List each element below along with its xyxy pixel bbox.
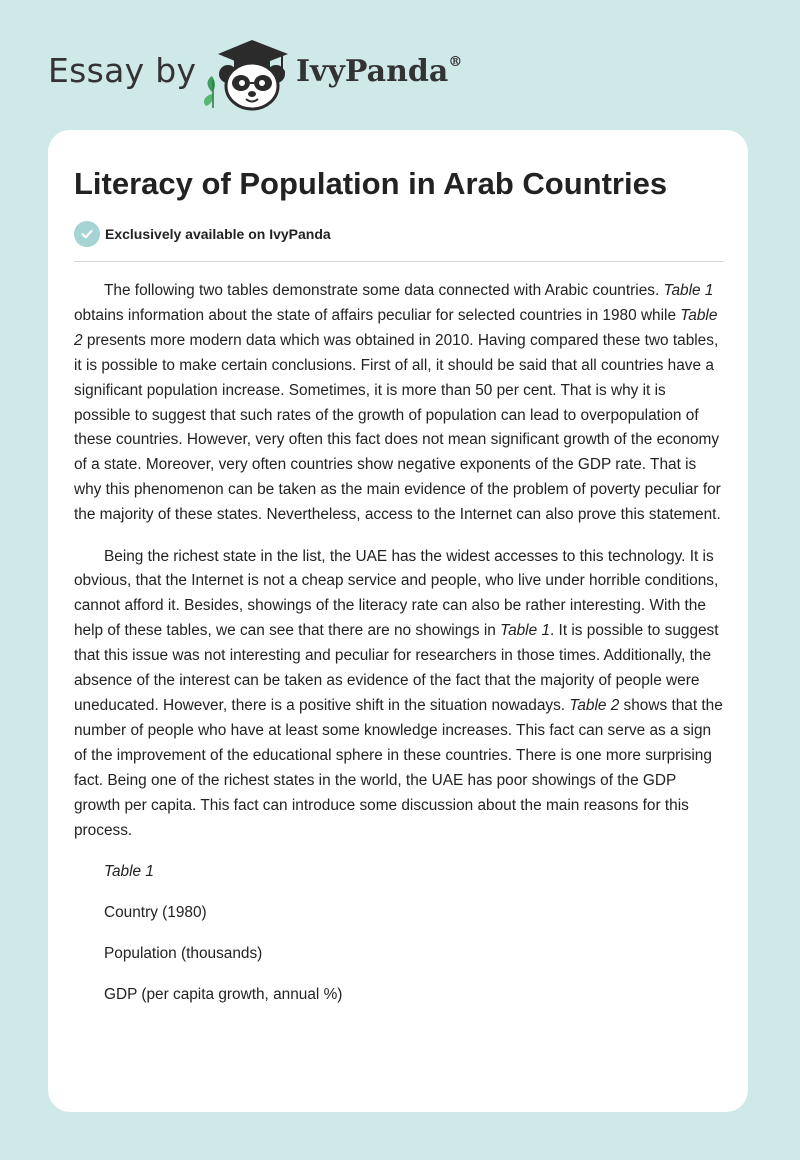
exclusive-badge	[74, 221, 331, 247]
paragraph-1: The following two tables demonstrate some data connected with Arabic countries. Table 1 obtains information about the state of affairs peculiar for selected countries in 1980 while Table 2 presents more modern data which was obtained in 2010. Having compared these two tables, it is possible to make certain conclusions. First of all, it should be said that all countries have a significant population increase. Sometimes, it is more than 50 per cent. That is why it is possible to suggest that such rates of the growth of population can lead to overpopulation of these countries. However, very often this fact does not mean significant growth of the economy of a state. Moreover, very often countries show negative exponents of the GDP rate. That is why this phenomenon can be taken as the main evidence of the problem of poverty peculiar for the majority of these states. Nevertheless, access to the Internet can also prove this statement.	[74, 282, 721, 524]
brand-prefix: Essay by	[48, 51, 197, 90]
table-1	[74, 860, 724, 1024]
essay-card	[48, 130, 748, 1112]
table-caption: Table 1	[104, 862, 154, 880]
table-field: GDP (per capita growth, annual %)	[104, 985, 343, 1003]
brand-name[interactable]: IvyPanda®	[296, 54, 463, 89]
badge-text: Exclusively available on IvyPanda	[105, 226, 331, 242]
page-title: Literacy of Population in Arab Countries	[74, 166, 668, 201]
panda-graduate-icon[interactable]	[200, 36, 296, 112]
site-header	[0, 0, 800, 130]
divider	[74, 261, 723, 262]
registered-mark: ®	[448, 54, 463, 70]
paragraph-2: Being the richest state in the list, the UAE has the widest accesses to this technology. It is obvious, that the Internet is not a cheap service and people, who live under horrible conditions, cannot afford it. Besides, showings of the literacy rate can also be rather interesting. With the help of these tables, we can see that there are no showings in Table 1. It is possible to suggest that this issue was not interesting and peculiar for researchers in those times. Additionally, the absence of the interest can be taken as evidence of the fact that the majority of people were uneducated. However, there is a positive shift in the situation nowadays. Table 2 shows that the number of people who have at least some knowledge increases. This fact can serve as a sign of the improvement of the educational sphere in these countries. There is one more surprising fact. Being one of the richest states in the world, the UAE has poor showings of the GDP growth per capita. This fact can introduce some discussion about the main reasons for this process.	[74, 547, 723, 839]
table-field: Country (1980)	[104, 903, 207, 921]
check-icon	[74, 221, 100, 247]
table-field: Population (thousands)	[104, 944, 263, 962]
essay-body	[74, 279, 724, 1024]
